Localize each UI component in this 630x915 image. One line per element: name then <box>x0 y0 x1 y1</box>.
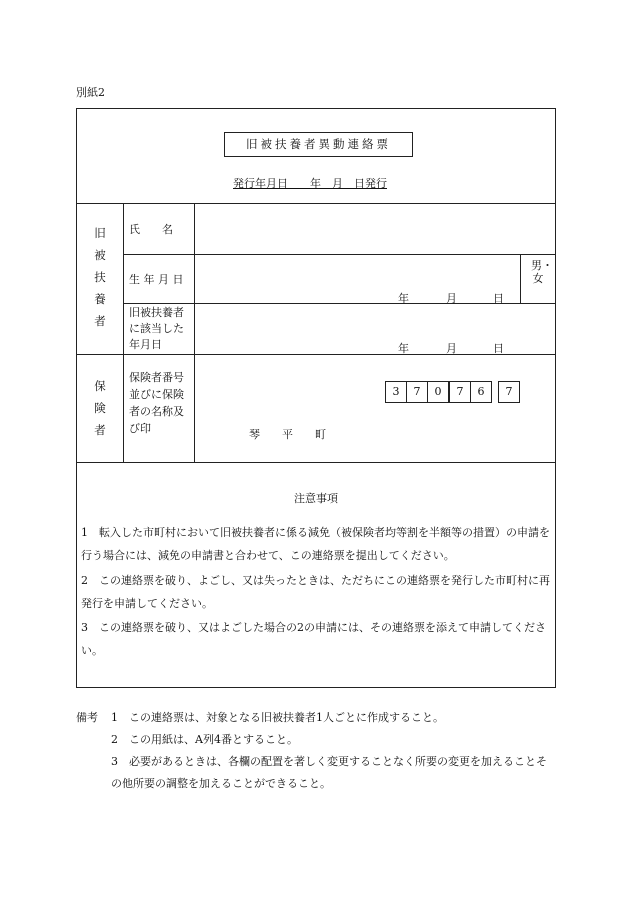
dependent-date-label: 旧被扶養者に該当した年月日 <box>129 306 184 351</box>
remark-text: この連絡票は、対象となる旧被扶養者1人ごとに作成すること。 <box>129 711 444 724</box>
row-divider <box>123 303 556 304</box>
column-divider <box>123 203 124 462</box>
note-item <box>81 521 551 567</box>
row-divider <box>76 354 556 355</box>
name-field[interactable] <box>196 205 554 253</box>
insurer-number-digit[interactable]: 7 <box>406 381 428 403</box>
note-item <box>81 616 551 662</box>
remark-text: 必要があるときは、各欄の配置を著しく変更することなく所要の変更を加えることその他所要の調整を加えることができること。 <box>111 755 547 790</box>
insurer-number-digit[interactable]: 7 <box>449 381 471 403</box>
dependent-month-unit: 月 <box>446 342 457 355</box>
note-text: この連絡票を破り、又はよごした場合の2の申請には、その連絡票を添えて申請してください。 <box>81 621 546 657</box>
birth-year-unit: 年 <box>398 292 409 305</box>
insurer-number-digit[interactable]: 3 <box>385 381 407 403</box>
gender-selector[interactable]: 男・女 <box>531 259 553 285</box>
row-divider <box>76 462 556 463</box>
remark-item <box>111 751 556 795</box>
note-item <box>81 569 551 615</box>
row-divider <box>76 203 556 204</box>
insurer-label: 保険者番号並びに保険者の名称及び印 <box>129 371 184 435</box>
birth-day-unit: 日 <box>493 292 504 305</box>
birth-date-field[interactable] <box>196 256 518 302</box>
remark-number: 3 <box>111 755 118 768</box>
dependent-day-unit: 日 <box>493 342 504 355</box>
note-number: 3 <box>81 621 88 634</box>
attachment-heading: 別紙2 <box>76 86 105 99</box>
remark-number: 2 <box>111 733 118 746</box>
notes-title: 注意事項 <box>294 492 338 505</box>
insurer-number-digit[interactable]: 6 <box>470 381 492 403</box>
note-text: 転入した市町村において旧被扶養者に係る減免（被保険者均等割を半額等の措置）の申請を行う場合には、減免の申請書と合わせて、この連絡票を提出してください。 <box>81 526 550 562</box>
birth-date-label: 生 年 月 日 <box>129 273 184 286</box>
section-label-dependent: 旧被扶養者 <box>94 226 106 328</box>
dependent-year-unit: 年 <box>398 342 409 355</box>
remark-text: この用紙は、A列4番とすること。 <box>129 733 298 746</box>
note-text: この連絡票を破り、よごし、又は失ったときは、ただちにこの連絡票を発行した市町村に再発行を申請してください。 <box>81 574 550 610</box>
form-title: 旧被扶養者異動連絡票 <box>224 132 413 157</box>
row-divider <box>123 254 556 255</box>
note-number: 1 <box>81 526 88 539</box>
birth-month-unit: 月 <box>446 292 457 305</box>
remarks-label: 備考 <box>76 711 98 724</box>
column-divider <box>194 203 195 462</box>
remark-item <box>111 729 556 751</box>
insurer-number-digit[interactable]: 7 <box>498 381 520 403</box>
insurer-name: 琴 平 町 <box>249 428 326 441</box>
insurer-number-digit[interactable]: 0 <box>427 381 449 403</box>
issue-date-line: 発行年月日 年 月 日発行 <box>233 177 387 190</box>
remark-number: 1 <box>111 711 118 724</box>
name-label: 氏 名 <box>129 223 173 236</box>
remark-item <box>111 707 556 729</box>
note-number: 2 <box>81 574 88 587</box>
column-divider <box>520 254 521 303</box>
section-label-insurer: 保険者 <box>94 379 106 437</box>
